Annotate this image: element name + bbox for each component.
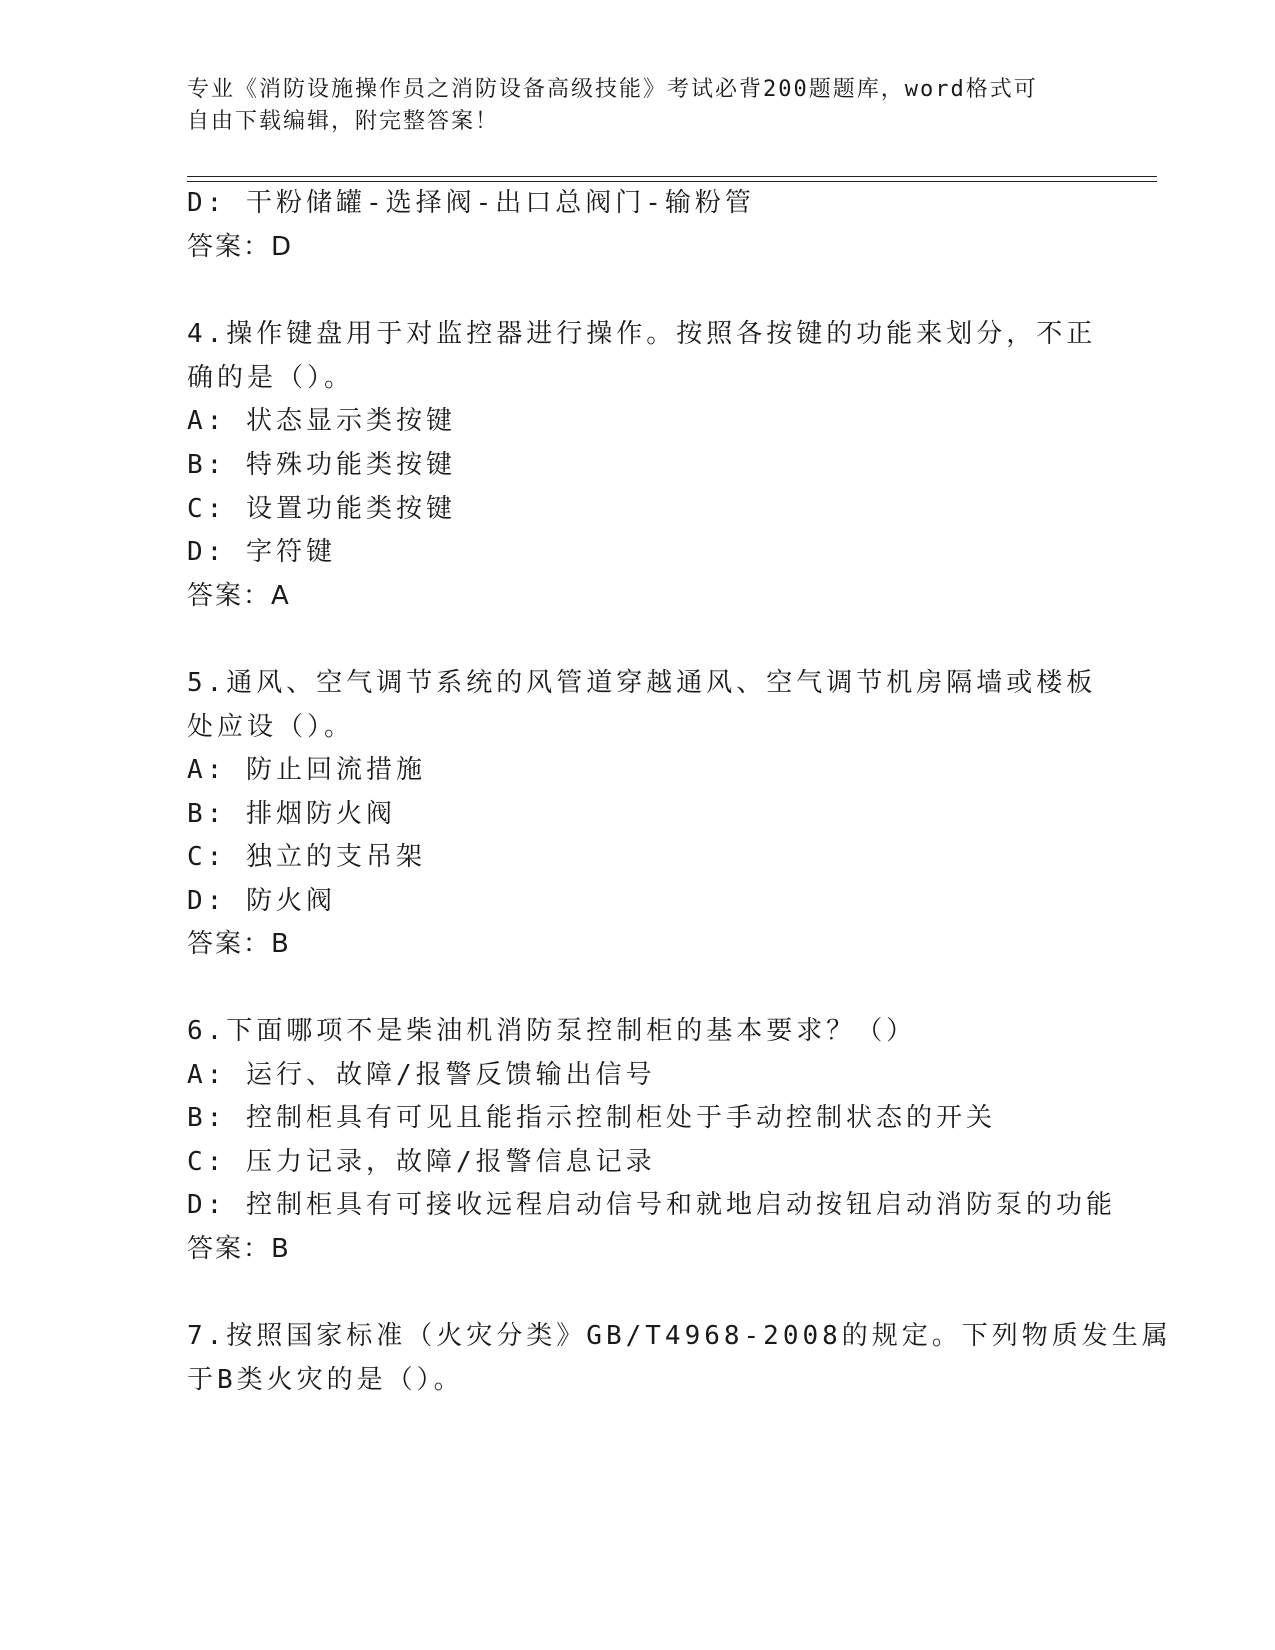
q6-answer: 答案：B [187, 1234, 291, 1264]
q4-stem-line-2: 确的是（）。 [187, 363, 355, 393]
q6-option-b: B: 控制柜具有可见且能指示控制柜处于手动控制状态的开关 [187, 1103, 996, 1133]
q4-option-b: B: 特殊功能类按键 [187, 450, 456, 480]
q4-answer: 答案：A [187, 581, 291, 611]
q4-option-c: C: 设置功能类按键 [187, 494, 456, 524]
header-line-2: 自由下载编辑，附完整答案！ [187, 109, 500, 134]
q6-stem-line-1: 6.下面哪项不是柴油机消防泵控制柜的基本要求？（） [187, 1016, 917, 1046]
q4-option-a: A: 状态显示类按键 [187, 406, 456, 436]
q5-stem-line-1: 5.通风、空气调节系统的风管道穿越通风、空气调节机房隔墙或楼板 [187, 668, 1097, 698]
q5-option-c: C: 独立的支吊架 [187, 842, 426, 872]
q6-option-a: A: 运行、故障/报警反馈输出信号 [187, 1060, 656, 1090]
q6-option-d: D: 控制柜具有可接收远程启动信号和就地启动按钮启动消防泵的功能 [187, 1190, 1116, 1220]
document-header [187, 74, 1087, 138]
q5-option-d: D: 防火阀 [187, 886, 336, 916]
q7-stem-line-1: 7.按照国家标准（火灾分类》GB/T4968-2008的规定。下列物质发生属 [187, 1321, 1172, 1351]
q5-answer: 答案：B [187, 929, 291, 959]
header-divider-top [187, 176, 1157, 177]
prev-answer: 答案：D [187, 232, 294, 262]
header-line-1: 专业《消防设施操作员之消防设备高级技能》考试必背200题题库，word格式可 [187, 77, 1038, 102]
q7-stem-line-2: 于B类火灾的是（）。 [187, 1365, 464, 1395]
header-divider-bottom [187, 181, 1157, 182]
q5-option-a: A: 防止回流措施 [187, 755, 426, 785]
q6-option-c: C: 压力记录，故障/报警信息记录 [187, 1147, 656, 1177]
q4-option-d: D: 字符键 [187, 537, 336, 567]
prev-option-d: D: 干粉储罐-选择阀-出口总阀门-输粉管 [187, 188, 755, 218]
q4-stem-line-1: 4.操作键盘用于对监控器进行操作。按照各按键的功能来划分，不正 [187, 319, 1097, 349]
q5-stem-line-2: 处应设（）。 [187, 712, 355, 742]
q5-option-b: B: 排烟防火阀 [187, 799, 396, 829]
